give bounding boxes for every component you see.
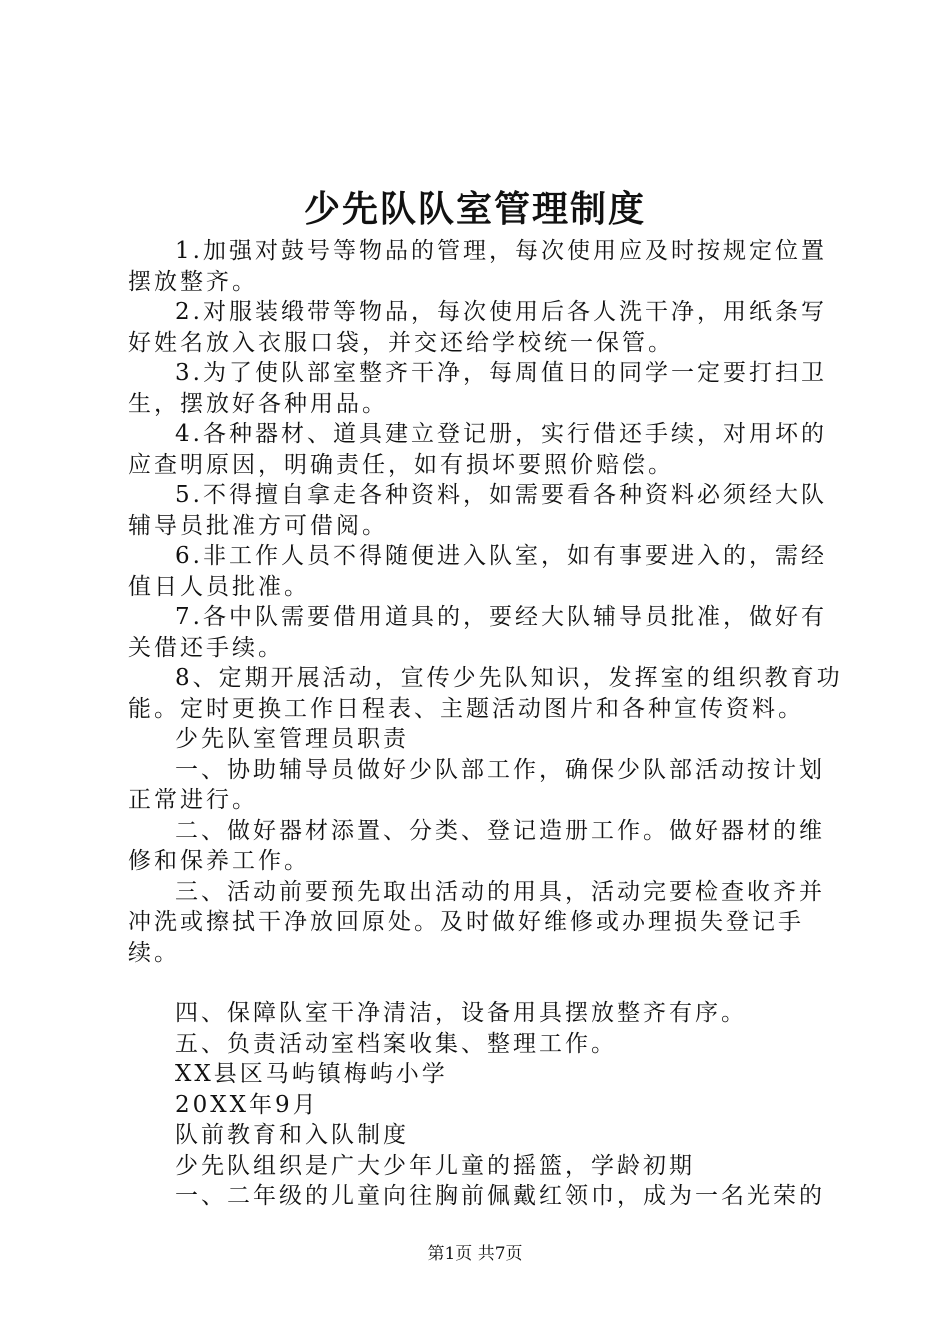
section-heading: 少先队室管理员职责 [175, 726, 409, 752]
page-number: 第1页 共7页 [427, 1244, 523, 1264]
blank-line [128, 968, 848, 998]
paragraph: 6.非工作人员不得随便进入队室，如有事要进入的，需经值日人员批准。 [128, 543, 827, 600]
paragraph: 一、协助辅导员做好少队部工作，确保少队部活动按计划正常进行。 [128, 756, 825, 813]
paragraph: 四、保障队室干净清洁，设备用具摆放整齐有序。 [175, 1000, 747, 1026]
document-title: 少先队队室管理制度 [303, 188, 646, 230]
paragraph: 3.为了使队部室整齐干净，每周值日的同学一定要打扫卫生，摆放好各种用品。 [128, 360, 827, 417]
paragraph: 三、活动前要预先取出活动的用具，活动完要检查收齐并冲洗或擦拭干净放回原处。及时做好维修或办理损失登记手续。 [128, 878, 825, 966]
paragraph: 5.不得擅自拿走各种资料，如需要看各种资料必须经大队辅导员批准方可借阅。 [128, 482, 827, 539]
paragraph: 4.各种器材、道具建立登记册，实行借还手续，对用坏的应查明原因，明确责任，如有损坏要照价赔偿。 [128, 421, 827, 478]
paragraph: 7.各中队需要借用道具的，要经大队辅导员批准，做好有关借还手续。 [128, 604, 827, 661]
paragraph: 一、二年级的儿童向往胸前佩戴红领巾，成为一名光荣的 [175, 1183, 825, 1209]
document-body [128, 236, 848, 1212]
paragraph: 8、定期开展活动，宣传少先队知识，发挥室的组织教育功能。定时更换工作日程表、主题活动图片和各种宣传资料。 [128, 665, 843, 722]
school-name: XX县区马屿镇梅屿小学 [175, 1061, 448, 1087]
section-heading: 队前教育和入队制度 [175, 1122, 409, 1148]
paragraph: 2.对服装缎带等物品，每次使用后各人洗干净，用纸条写好姓名放入衣服口袋，并交还给学校统一保管。 [128, 299, 827, 356]
paragraph: 1.加强对鼓号等物品的管理，每次使用应及时按规定位置摆放整齐。 [128, 238, 827, 295]
document-date: 20XX年9月 [175, 1091, 319, 1118]
paragraph: 二、做好器材添置、分类、登记造册工作。做好器材的维修和保养工作。 [128, 817, 825, 874]
paragraph: 少先队组织是广大少年儿童的摇篮，学龄初期 [175, 1152, 695, 1179]
paragraph: 五、负责活动室档案收集、整理工作。 [175, 1030, 617, 1057]
